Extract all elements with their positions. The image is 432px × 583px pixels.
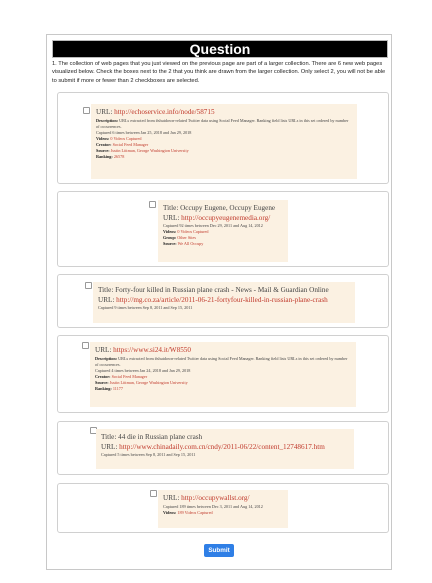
- option-2: [57, 191, 389, 267]
- option-1-checkbox[interactable]: [83, 107, 90, 114]
- option-1-creator: Social Feed Manager: [112, 141, 149, 147]
- option-6-card: [158, 490, 288, 528]
- option-6-captured: Captured 189 times between Dec 3, 2011 and Aug 14, 2012: [163, 503, 263, 509]
- option-4-url-link[interactable]: https://www.si24.it/W8550: [113, 346, 191, 354]
- option-6-videos: 189 Videos Captured: [177, 509, 213, 515]
- option-2-source: We All Occupy: [177, 241, 204, 247]
- instructions-text: 1. The collection of web pages that you just viewed on the previous page are part of a larger collection. There are 6 new web pages visualized below. Check the boxes next to the 2 that you think are drawn from the larger collection. Only select 2, you will not be able to submit if more or fewer than 2 checkboxes are selected.: [52, 61, 386, 84]
- option-1-ranking: 26578: [113, 154, 125, 160]
- option-4-source: Justin Littman, George Washington University: [109, 379, 188, 385]
- url-label: URL:: [163, 213, 180, 222]
- videos-label: Videos:: [163, 229, 177, 235]
- option-6: [57, 483, 389, 533]
- option-5-title: Title: 44 die in Russian plane crash: [101, 433, 203, 441]
- ranking-label: Ranking:: [96, 154, 113, 160]
- option-1-url-link[interactable]: http://echoservice.info/node/58715: [114, 108, 215, 116]
- option-5: [57, 421, 389, 475]
- option-3: [57, 274, 389, 328]
- videos-label: Videos:: [163, 509, 177, 515]
- option-3-captured: Captured 9 times between Sep 8, 2011 and Sep 15, 2011: [98, 305, 193, 310]
- videos-label: Videos:: [96, 135, 110, 141]
- option-5-captured: Captured 5 times between Sep 8, 2011 and Sep 15, 2011: [101, 452, 196, 457]
- option-2-group: Other Sites: [177, 235, 196, 241]
- option-6-checkbox[interactable]: [150, 490, 157, 497]
- option-2-url-link[interactable]: http://occupyeugenemedia.org/: [181, 213, 271, 222]
- option-1: [57, 92, 389, 184]
- option-4-card: [90, 342, 356, 407]
- option-4-checkbox[interactable]: [82, 342, 89, 349]
- option-6-url-link[interactable]: http://occupywallst.org/: [181, 494, 250, 502]
- description-label: Description:: [95, 355, 118, 361]
- option-4-creator: Social Feed Manager: [111, 373, 148, 379]
- url-label: URL:: [98, 295, 115, 304]
- creator-label: Creator:: [95, 373, 111, 379]
- option-2-card: [158, 200, 288, 262]
- option-1-card: [91, 104, 357, 179]
- option-2-captured: Captured 92 times between Dec 29, 2011 and Aug 14, 2012: [163, 223, 263, 228]
- option-4-captured: Captured 4 times between Jan 24, 2018 and Jan 29, 2018: [95, 367, 191, 373]
- option-5-card: [96, 429, 354, 469]
- option-4-ranking: 11177: [112, 385, 123, 391]
- option-3-title: Title: Forty-four killed in Russian plane crash - News - Mail & Guardian Online: [98, 286, 329, 294]
- option-2-checkbox[interactable]: [149, 201, 156, 208]
- option-4-description: URLs extracted from #shutdown-related Twitter data using Social Feed Manager. Ranking field lists URLs in this set ordered by number of occurrences.: [95, 355, 348, 367]
- source-label: Source:: [96, 147, 110, 153]
- url-label: URL:: [163, 494, 180, 502]
- option-1-captured: Captured 6 times between Jan 25, 2018 and Jan 29, 2018: [96, 129, 192, 135]
- option-2-title: Title: Occupy Eugene, Occupy Eugene: [163, 204, 276, 212]
- url-label: URL:: [101, 442, 118, 451]
- url-label: URL:: [95, 346, 112, 354]
- creator-label: Creator:: [96, 141, 112, 147]
- description-label: Description:: [96, 117, 119, 123]
- option-1-source: Justin Littman, George Washington University: [110, 147, 189, 153]
- url-label: URL:: [96, 108, 113, 116]
- ranking-label: Ranking:: [95, 385, 112, 391]
- group-label: Group:: [163, 235, 177, 241]
- option-1-description: URLs extracted from #shutdown-related Twitter data using Social Feed Manager. Ranking field lists URLs in this set ordered by number of occurrences.: [96, 117, 349, 129]
- submit-button[interactable]: Submit: [204, 544, 234, 557]
- source-label: Source:: [95, 379, 109, 385]
- question-title-bar: Question: [52, 40, 388, 58]
- option-5-url-link[interactable]: http://www.chinadaily.com.cn/cndy/2011-06/22/content_12748617.htm: [119, 442, 325, 451]
- option-1-videos: 0 Videos Captured: [110, 135, 142, 141]
- option-3-url-link[interactable]: http://mg.co.za/article/2011-06-21-fortyfour-killed-in-russian-plane-crash: [116, 295, 328, 304]
- option-3-checkbox[interactable]: [85, 282, 92, 289]
- option-4: [57, 335, 389, 413]
- option-2-videos: 0 Videos Captured: [177, 229, 209, 235]
- option-3-card: [93, 282, 355, 323]
- source-label: Source:: [163, 241, 177, 247]
